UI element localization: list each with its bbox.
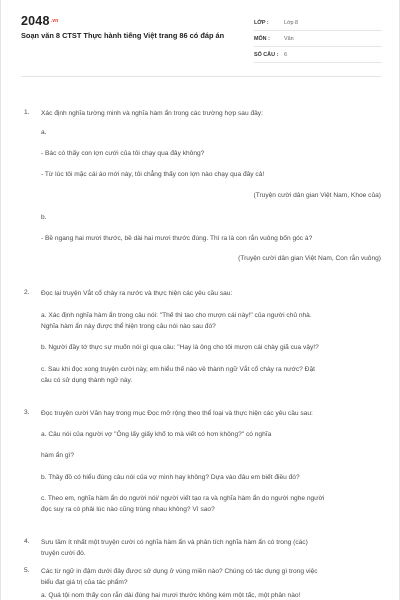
document-header [1, 0, 400, 68]
meta-key: LỚP : [254, 19, 269, 26]
source-citation: (Truyện cười dân gian Việt Nam, Khoe của) [253, 192, 381, 199]
question-part-cont: câu có sử dụng thành ngữ này. [41, 377, 133, 384]
sub-label: b. [41, 214, 47, 221]
question-prompt: Sưu tầm ít nhất một truyện cười có nghĩa hàm ẩn và phân tích nghĩa hàm ẩn có trong (các) [41, 539, 308, 546]
logo-main: 2048 [21, 14, 50, 28]
question-number: 1. [24, 109, 30, 116]
sub-label: a. [41, 129, 47, 136]
meta-value: 6 [284, 51, 287, 58]
question-part: a. Câu nói của người vợ "Ông lấy giấy khố to mà viết có hơn không?" có nghĩa [41, 431, 272, 438]
question-part: c. Theo em, nghĩa hàm ẩn do người nói/ người viết tạo ra và nghĩa hàm ẩn do người nghe người [41, 495, 325, 502]
document-meta-table [254, 15, 382, 63]
site-logo[interactable] [21, 14, 58, 28]
question-prompt-cont: truyện cười đó. [41, 550, 86, 557]
meta-row-subject [254, 31, 382, 47]
question-prompt: Xác định nghĩa tường minh và nghĩa hàm ẩn trong các trường hợp sau đây: [41, 110, 263, 117]
meta-row-class [254, 15, 382, 31]
meta-key: SỐ CÂU : [254, 51, 279, 58]
question-prompt: Các từ ngữ in đậm dưới đây được sử dụng ở vùng miền nào? Chúng có tác dụng gì trong việc [41, 568, 318, 575]
document-title: Soạn văn 8 CTST Thực hành tiếng Việt trang 86 có đáp án [21, 31, 225, 40]
question-part-cont: hàm ẩn gì? [41, 452, 74, 459]
question-part: a. Xác định nghĩa hàm ẩn trong câu nói: "Thế thì tao cho mượn cái này!" của người chủ nhà. [41, 312, 312, 319]
question-part: b. Người đầy tớ thực sự muốn nói gì qua câu: "Hay là ông cho tôi mượn cái chày giã cua vậy!? [41, 344, 319, 351]
logo-suffix: .vn [50, 18, 59, 24]
question-part: b. Thầy đồ có hiểu đúng câu nói của vợ mình hay không? Dựa vào đâu em biết điều đó? [41, 474, 300, 481]
source-citation: (Truyện cười dân gian Việt Nam, Con rắn vuông) [238, 255, 381, 262]
dialogue-line: - Bề ngang hai mươi thước, bề dài hai mươi thước đúng. Thì ra là con rắn vuông bốn góc à? [41, 235, 313, 242]
question-number: 5. [24, 567, 30, 574]
question-prompt: Đọc lại truyện Vắt cổ chày ra nước và thực hiện các yêu cầu sau: [41, 290, 233, 297]
header-divider [21, 76, 381, 77]
question-number: 4. [24, 538, 30, 545]
meta-key: MÔN : [254, 35, 270, 42]
meta-row-count [254, 47, 382, 63]
question-prompt-cont: biểu đạt giá trị của tác phẩm? [41, 579, 128, 586]
meta-value: Lớp 8 [284, 19, 299, 26]
question-part: a. Quá tội nom thấy con rắn dài đúng hai mươi thước không kém một tấc, một phân nào! [41, 592, 301, 599]
dialogue-line: - Bác có thấy con lợn cưới của tôi chạy qua đây không? [41, 150, 205, 157]
question-number: 3. [24, 409, 30, 416]
meta-value: Văn [284, 35, 294, 42]
question-part: c. Sau khi đọc xong truyện cười này, em hiểu thế nào về thành ngữ Vắt cổ chày ra nước? Đặt [41, 366, 315, 373]
question-part-cont: đọc suy ra có phải lúc nào cũng trùng nhau không? Vì sao? [41, 506, 215, 513]
dialogue-line: - Từ lúc tôi mặc cái áo mới này, tôi chẳng thấy con lợn nào chạy qua đây cả! [41, 171, 265, 178]
question-number: 2. [24, 289, 30, 296]
question-prompt: Đọc truyện cười Văn hay trong mục Đọc mở rộng theo thể loại và thực hiện các yêu cầu sau: [41, 410, 313, 417]
question-part-cont: Nghĩa hàm ẩn này được thể hiện trong câu nói nào sau đó? [41, 323, 216, 330]
